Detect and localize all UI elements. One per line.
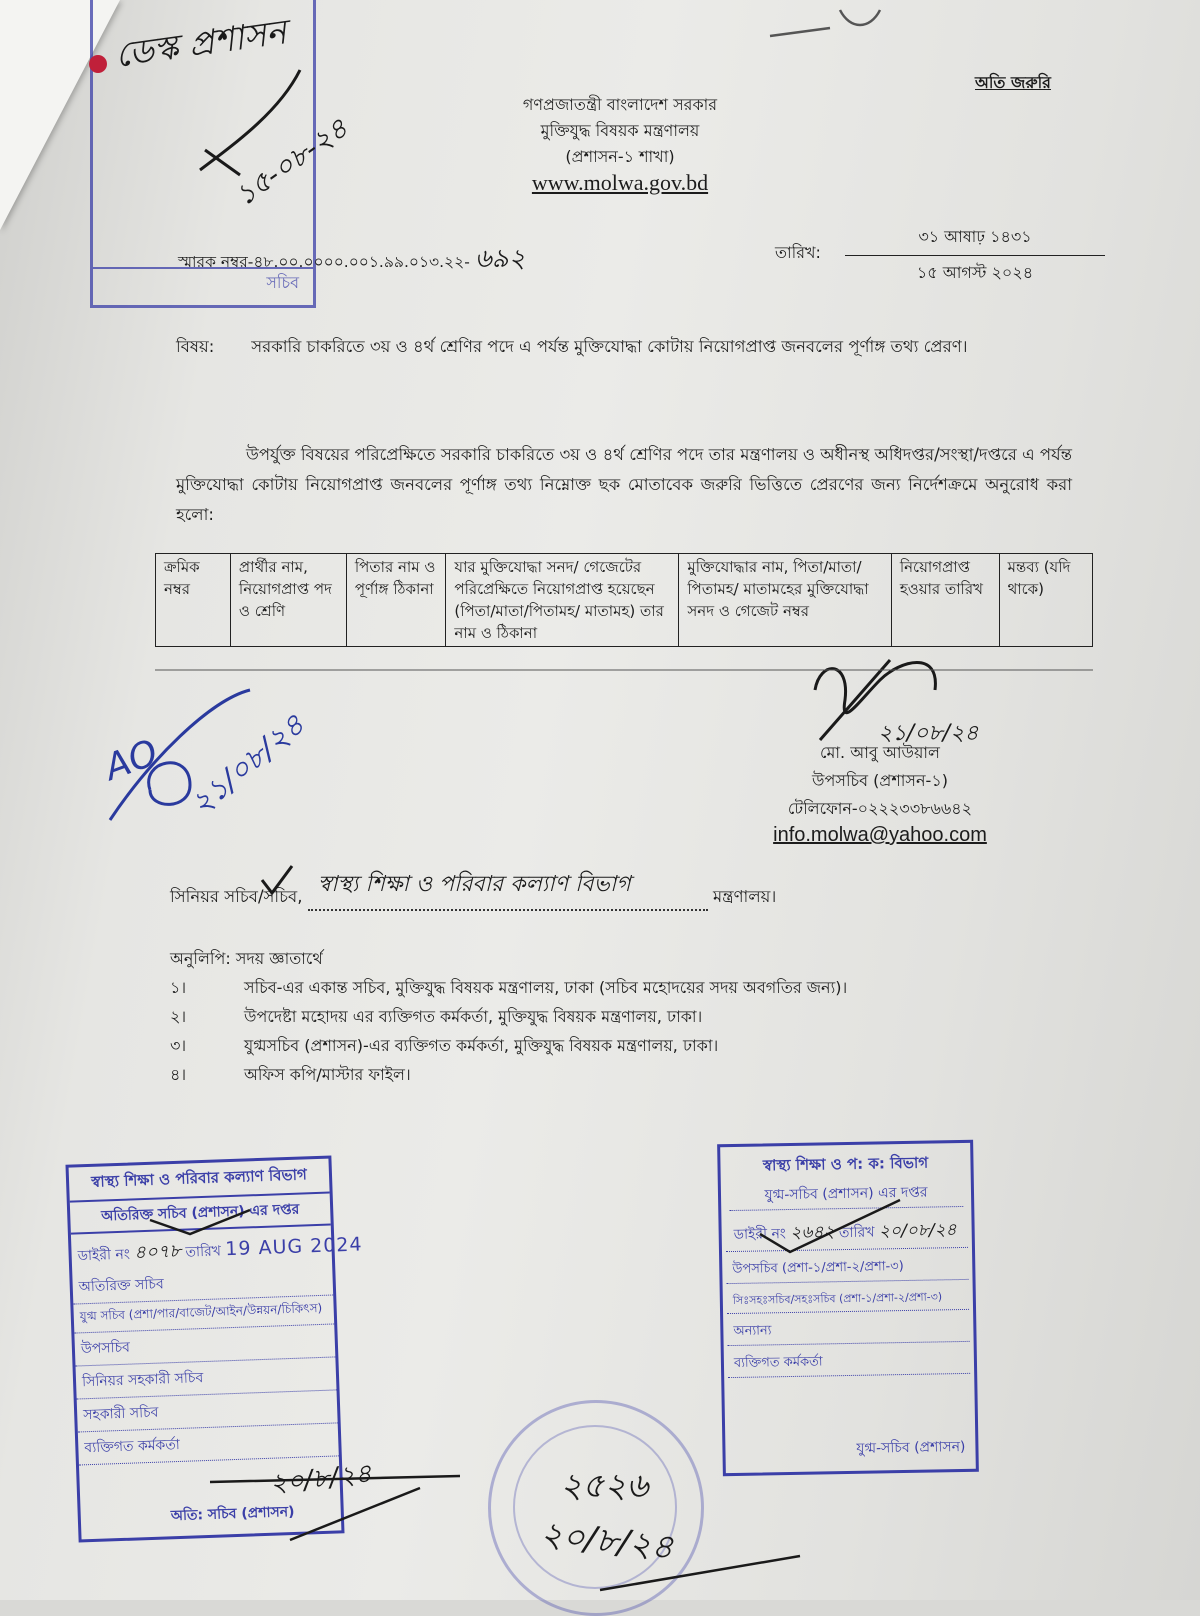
seal-hand-number: ২৫২৬ bbox=[560, 1466, 649, 1506]
copy-text: উপদেষ্টা মহোদয় এর ব্যক্তিগত কর্মকর্তা, মুক্তিযুদ্ধ বিষয়ক মন্ত্রণালয়, ঢাকা। bbox=[244, 1007, 703, 1026]
hand-note-desk: ডেস্ক প্রশাসন bbox=[112, 12, 289, 76]
stamp-left-row: যুগ্ম সচিব (প্রশা/পার/বাজেট/আইন/উন্নয়ন/চিকিৎস) bbox=[73, 1295, 334, 1333]
copy-item bbox=[170, 1060, 1090, 1089]
signatory-email[interactable]: info.molwa@yahoo.com bbox=[773, 824, 987, 846]
stamp-left-diary-no: ৪০৭৮ bbox=[133, 1240, 182, 1264]
stamp-right-date: ২০/০৮/২৪ bbox=[878, 1220, 957, 1242]
signatory-block bbox=[740, 740, 1020, 848]
table-header-row bbox=[156, 554, 1093, 647]
col-basis: যার মুক্তিযোদ্ধা সনদ/ গেজেটের পরিপ্রেক্ষিতে নিয়োগপ্রাপ্ত হয়েছেন (পিতা/মাতা/পিতামহ/ মাতামহ) তার নাম ও ঠিকানা bbox=[446, 554, 679, 647]
stamp-left-row: উপসচিব bbox=[74, 1324, 335, 1366]
copy-item bbox=[170, 1002, 1090, 1031]
recipient-line bbox=[170, 872, 1100, 911]
col-freedom-fighter: মুক্তিযোদ্ধার নাম, পিতা/মাতা/পিতামহ/ মাতামহের মুক্তিযোদ্ধা সনদ ও গেজেট নম্বর bbox=[679, 554, 891, 647]
stamp-right-date-label: তারিখ bbox=[838, 1224, 875, 1242]
date-gregorian: ১৫ আগস্ট ২০২৪ bbox=[916, 263, 1034, 282]
recipient-suffix: মন্ত্রণালয়। bbox=[712, 887, 777, 906]
copy-text: অফিস কপি/মাস্টার ফাইল। bbox=[244, 1065, 411, 1084]
stamp-left-footer: অতি: সচিব (প্রশাসন) bbox=[170, 1503, 295, 1525]
stamp-left-office: অতিরিক্ত সচিব (প্রশাসন) এর দপ্তর bbox=[70, 1194, 331, 1235]
stamp-right-diary-label: ডাইরী নং bbox=[733, 1226, 787, 1243]
stamp-right-footer: যুগ্ম-সচিব (প্রশাসন) bbox=[856, 1438, 966, 1457]
copy-heading: অনুলিপি: সদয় জ্ঞাতার্থে bbox=[170, 949, 323, 968]
memo-ref-label: স্মারক নম্বর-৪৮.০০.০০০০.০০১.৯৯.০১৩.২২- bbox=[178, 253, 470, 271]
stamp-right-row: অন্যান্য bbox=[727, 1310, 970, 1346]
stamp-left-date: 19 AUG 2024 bbox=[224, 1233, 363, 1261]
letterhead bbox=[440, 92, 800, 196]
stamp-right-row: ব্যক্তিগত কর্মকর্তা bbox=[728, 1342, 971, 1378]
stamp-left-row: ব্যক্তিগত কর্মকর্তা bbox=[78, 1423, 339, 1465]
copy-num: ২। bbox=[170, 1007, 187, 1026]
signature-date: ২১/০৮/২৪ bbox=[878, 721, 979, 746]
col-father: পিতার নাম ও পূর্ণাঙ্গ ঠিকানা bbox=[346, 554, 446, 647]
col-serial: ক্রমিক নম্বর bbox=[156, 554, 231, 647]
stamp-left-row: অতিরিক্ত সচিব bbox=[72, 1263, 333, 1305]
stamp-top-left-footer: সচিব bbox=[266, 273, 299, 292]
signatory-name: মো. আবু আউয়াল bbox=[820, 743, 940, 762]
stamp-right-diary-no: ২৬৪২ bbox=[790, 1222, 835, 1243]
stamp-left-title: স্বাস্থ্য শিক্ষা ও পরিবার কল্যাণ বিভাগ bbox=[69, 1159, 330, 1203]
copy-section bbox=[170, 944, 1090, 1089]
ministry-name: মুক্তিযুদ্ধ বিষয়ক মন্ত্রণালয় bbox=[540, 121, 700, 140]
col-join-date: নিয়োগপ্রাপ্ত হওয়ার তারিখ bbox=[891, 554, 999, 647]
col-candidate: প্রার্থীর নাম, নিয়োগপ্রাপ্ত পদ ও শ্রেণি bbox=[230, 554, 346, 647]
hand-initial-ao: AO bbox=[99, 732, 164, 789]
signatory-designation: উপসচিব (প্রশাসন-১) bbox=[812, 771, 948, 790]
stamp-left-date-label: তারিখ bbox=[185, 1243, 222, 1261]
subject-text: সরকারি চাকরিতে ৩য় ও ৪র্থ শ্রেণির পদে এ পর্যন্ত মুক্তিযোদ্ধা কোটায় নিয়োগপ্রাপ্ত জনবলের পূর্ণাঙ্গ তথ্য প্রেরণ। bbox=[251, 337, 968, 356]
branch-name: (প্রশাসন-১ শাখা) bbox=[565, 147, 675, 166]
col-remarks: মন্তব্য (যদি থাকে) bbox=[999, 554, 1092, 647]
left-stamp-hand-date: ২০/৮/২৪ bbox=[268, 1458, 374, 1500]
date-block bbox=[845, 224, 1105, 287]
copy-item bbox=[170, 1031, 1090, 1060]
hand-date-blue: ২১/০৮/২৪ bbox=[184, 707, 312, 823]
subject-label: বিষয়: bbox=[176, 337, 215, 356]
website-link[interactable]: www.molwa.gov.bd bbox=[531, 170, 709, 195]
urgent-label: অতি জরুরি bbox=[975, 73, 1051, 92]
stamp-left-diary-label: ডাইরী নং bbox=[77, 1246, 131, 1265]
copy-num: ১। bbox=[170, 978, 187, 997]
subject-line bbox=[176, 334, 1076, 361]
seal-hand-date: ২০/৮/২৪ bbox=[538, 1514, 676, 1568]
hand-note-date: ১৫-০৮-২৪ bbox=[229, 111, 354, 213]
stamp-left-row: সিনিয়র সহকারী সচিব bbox=[76, 1357, 337, 1399]
copy-text: যুগ্মসচিব (প্রশাসন)-এর ব্যক্তিগত কর্মকর্তা, মুক্তিযুদ্ধ বিষয়ক মন্ত্রণালয়, ঢাকা। bbox=[244, 1036, 719, 1055]
date-bangla: ৩১ আষাঢ় ১৪৩১ bbox=[845, 224, 1105, 256]
govt-name: গণপ্রজাতন্ত্রী বাংলাদেশ সরকার bbox=[522, 95, 718, 114]
body-paragraph: উপর্যুক্ত বিষয়ের পরিপ্রেক্ষিতে সরকারি চাকরিতে ৩য় ও ৪র্থ শ্রেণির পদে তার মন্ত্রণালয় ও অধীনস্থ অধিদপ্তর/সংস্থা/দপ্তরে এ পর্যন্ত মুক্তিযোদ্ধা কোটায় নিয়োগপ্রাপ্ত জনবলের পূর্ণাঙ্গ তথ্য নিম্নোক্ত ছক মোতাবেক জরুরি ভিত্তিতে প্রেরণের জন্য নির্দেশক্রমে অনুরোধ করা হলো: bbox=[176, 445, 1072, 524]
date-label: তারিখ: bbox=[775, 243, 821, 262]
stamp-right-row: উপসচিব (প্রশা-১/প্রশা-২/প্রশা-৩) bbox=[726, 1248, 969, 1284]
copy-item bbox=[170, 973, 1090, 1002]
memo-ref bbox=[178, 238, 525, 282]
info-table bbox=[155, 553, 1093, 647]
copy-num: ৪। bbox=[170, 1065, 187, 1084]
stamp-right-diary bbox=[725, 1207, 968, 1252]
stamp-right bbox=[717, 1140, 979, 1476]
stamp-right-row: সিঃসহঃসচিব/সহঃসচিব (প্রশা-১/প্রশা-২/প্রশা-৩) bbox=[727, 1280, 969, 1314]
stamp-right-title: স্বাস্থ্য শিক্ষা ও প: ক: বিভাগ bbox=[762, 1153, 929, 1175]
copy-num: ৩। bbox=[170, 1036, 187, 1055]
signatory-phone: টেলিফোন-০২২২৩৩৮৬৬৪২ bbox=[787, 799, 973, 818]
recipient-dotted bbox=[308, 872, 708, 911]
recipient-hand: স্বাস্থ্য শিক্ষা ও পরিবার কল্যাণ বিভাগ bbox=[317, 872, 631, 897]
copy-text: সচিব-এর একান্ত সচিব, মুক্তিযুদ্ধ বিষয়ক মন্ত্রণালয়, ঢাকা (সচিব মহোদয়ের সদয় অবগতির জন্য)। bbox=[244, 978, 848, 997]
stamp-left-row: সহকারী সচিব bbox=[77, 1390, 338, 1432]
stamp-right-office: যুগ্ম-সচিব (প্রশাসন) এর দপ্তর bbox=[729, 1178, 963, 1211]
memo-ref-hand: ৬৯২ bbox=[474, 244, 526, 274]
recipient-prefix: সিনিয়র সচিব/সচিব, bbox=[170, 887, 303, 906]
